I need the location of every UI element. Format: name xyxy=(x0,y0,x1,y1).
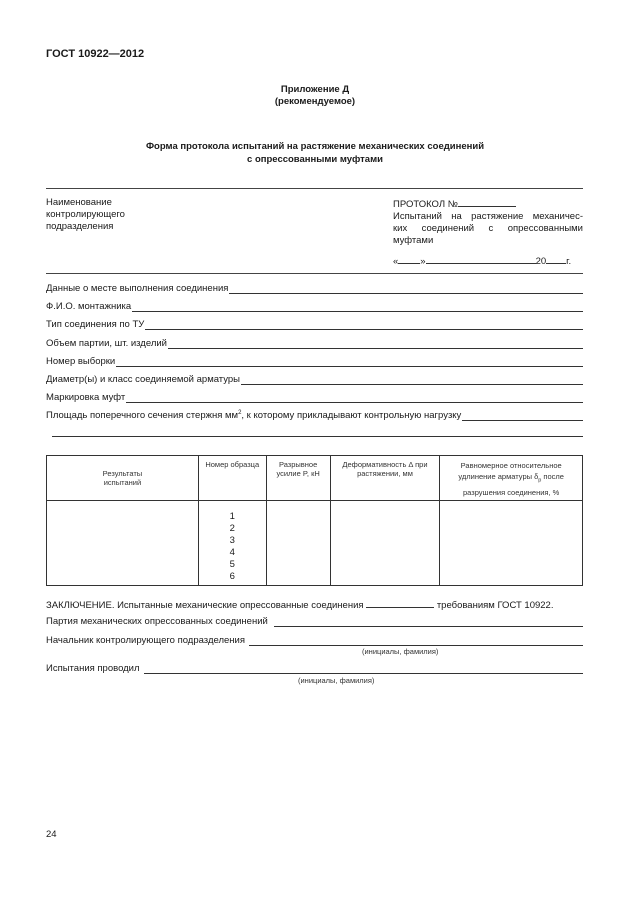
sample-number: 2 xyxy=(229,522,235,534)
volume-label: Объем партии, шт. изделий xyxy=(46,338,167,349)
conclusion-line xyxy=(46,597,583,612)
form-title-line1: Форма протокола испытаний на растяжение механических соединений xyxy=(145,141,485,152)
protocol-date: « » 20 г. xyxy=(393,253,583,268)
place-field xyxy=(46,281,583,294)
tester-label: Испытания проводил xyxy=(46,663,140,674)
place-input[interactable] xyxy=(229,283,583,294)
protocol-desc-line3: муфтами xyxy=(393,235,434,246)
conclusion-prefix: ЗАКЛЮЧЕНИЕ. Испытанные механические опрессованные соединения xyxy=(46,600,364,611)
sample-field xyxy=(46,354,583,367)
results-cell[interactable] xyxy=(47,500,199,585)
sample-label: Номер выборки xyxy=(46,356,116,367)
batch-input[interactable] xyxy=(274,616,583,627)
conclusion-field[interactable] xyxy=(366,597,434,608)
controller-line1: Наименование xyxy=(46,197,112,208)
area-field xyxy=(46,408,583,421)
col-deformation: Деформативность Δ при растяжении, мм xyxy=(330,456,440,501)
volume-input[interactable] xyxy=(168,338,583,349)
fio-label: Ф.И.О. монтажника xyxy=(46,301,132,312)
protocol-desc-line1: Испытаний на растяжение механичес- xyxy=(393,211,583,222)
marking-input[interactable] xyxy=(126,392,583,403)
diameter-input[interactable] xyxy=(241,374,583,385)
controller-block xyxy=(46,197,125,233)
diameter-field xyxy=(46,372,583,385)
batch-label: Партия механических опрессованных соединений xyxy=(46,616,268,627)
type-label: Тип соединения по ТУ xyxy=(46,319,145,330)
sample-input[interactable] xyxy=(116,356,583,367)
appendix-subtitle: (рекомендуемое) xyxy=(274,96,356,107)
protocol-desc-line2: ких соединений с опрессованными xyxy=(393,223,583,234)
volume-field xyxy=(46,336,583,349)
col-break-force: Разрывное усилие P, кН xyxy=(266,456,330,501)
mid-divider xyxy=(46,273,583,274)
diameter-label: Диаметр(ы) и класс соединяемой арматуры xyxy=(46,374,241,385)
batch-field xyxy=(46,614,583,627)
date-month-field[interactable] xyxy=(426,253,536,264)
conclusion-suffix: требованиям ГОСТ 10922. xyxy=(436,600,554,611)
document-code: ГОСТ 10922—2012 xyxy=(46,48,145,60)
elongation-cell[interactable] xyxy=(440,500,583,585)
type-input[interactable] xyxy=(145,319,583,330)
marking-field xyxy=(46,390,583,403)
sample-number: 6 xyxy=(229,570,235,582)
date-day-field[interactable] xyxy=(398,253,420,264)
area-input[interactable] xyxy=(462,410,583,421)
date-year-field[interactable] xyxy=(546,253,566,264)
tester-field xyxy=(46,661,583,674)
area-label: Площадь поперечного сечения стержня $мм^2$, к которому прикладывают контрольную нагрузку xyxy=(46,409,462,421)
sample-numbers-cell xyxy=(198,500,266,585)
initials-caption-1: (инициалы, фамилия) xyxy=(362,647,439,656)
protocol-label: ПРОТОКОЛ № xyxy=(393,199,458,210)
sample-number: 4 xyxy=(229,546,235,558)
head-field xyxy=(46,633,583,646)
col-sample-number: Номер образца xyxy=(198,456,266,501)
col-results: Результаты испытаний xyxy=(47,456,199,501)
appendix-title: Приложение Д xyxy=(280,84,350,95)
table-body-row xyxy=(47,500,583,585)
head-input[interactable] xyxy=(249,635,583,646)
top-divider xyxy=(46,188,583,189)
protocol-number xyxy=(393,196,583,211)
marking-label: Маркировка муфт xyxy=(46,392,126,403)
protocol-number-field[interactable] xyxy=(458,196,516,207)
sample-number: 3 xyxy=(229,534,235,546)
place-label: Данные о месте выполнения соединения xyxy=(46,283,229,294)
break-force-cell[interactable] xyxy=(266,500,330,585)
fio-input[interactable] xyxy=(132,301,583,312)
area-input-continued[interactable] xyxy=(52,436,583,437)
head-label: Начальник контролирующего подразделения xyxy=(46,635,245,646)
initials-caption-2: (инициалы, фамилия) xyxy=(298,676,375,685)
table-header-row xyxy=(47,456,583,501)
deformation-cell[interactable] xyxy=(330,500,440,585)
sample-number: 1 xyxy=(229,510,235,522)
controller-line3: подразделения xyxy=(46,221,114,232)
type-field xyxy=(46,317,583,330)
form-title-line2: с опрессованными муфтами xyxy=(247,154,383,165)
col-elongation: Равномерное относительное удлинение арматуры $\delta_p$ после разрушения соединения, % xyxy=(440,456,583,501)
tester-input[interactable] xyxy=(144,663,583,674)
fio-field xyxy=(46,299,583,312)
results-table xyxy=(46,455,583,586)
page-number: 24 xyxy=(46,829,57,840)
protocol-block xyxy=(393,196,583,268)
sample-number: 5 xyxy=(229,558,235,570)
controller-line2: контролирующего xyxy=(46,209,125,220)
